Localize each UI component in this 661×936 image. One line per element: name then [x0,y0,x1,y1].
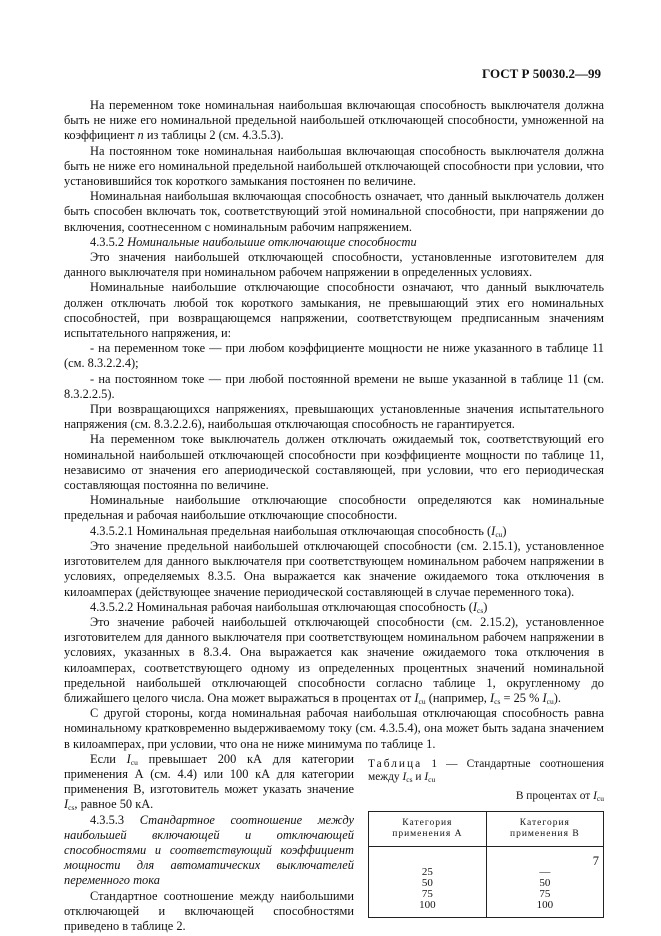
paragraph: С другой стороны, когда номинальная рабочая наибольшая отключающая способность равна номинальному кратковременно выдерживаемому току (см. 4.3.5.4), она может быть задана значением в килоамперах, при условии, что она не ниже минимума по таблице 1. [64,706,604,751]
table-cell-category-b: — 50 75 100 [486,846,603,917]
table-caption: Таблица 1 — Стандартные соотношения между $I_{cs}$ и $I_{cu}$ [368,757,604,784]
left-column [64,752,354,934]
paragraph: Номинальная наибольшая включающая способность означает, что данный выключатель должен быть способен включать ток, соответствующий этой номинальной способности, при напряжении до включения, соотнесенном с номинальным рабочим напряжением. [64,189,604,234]
paragraph: Номинальные наибольшие отключающие способности означают, что данный выключатель должен отключать любой ток короткого замыкания, не превышающий этих его номинальных способностей, при возвращающемся напряжении, соответствующем предписанным значениям испытательного напряжения, и: [64,280,604,341]
list-item: - на переменном токе — при любом коэффициенте мощности не ниже указанного в таблице 11 (см. 8.3.2.2.4); [64,341,604,371]
two-column-area [64,752,604,934]
table-column [368,752,604,934]
ratio-table [368,811,604,918]
document-body [64,98,604,934]
section-heading: 4.3.5.2.1 Номинальная предельная наибольшая отключающая способность $(I_{cu})$ [90,523,507,539]
paragraph: Это значения наибольшей отключающей способности, установленные изготовителем для данного выключателя при номинальном рабочем напряжении в определенных условиях. [64,250,604,280]
paragraph: Номинальные наибольшие отключающие способности определяются как номинальные предельная и рабочая наибольшие отключающие способности. [64,493,604,523]
list-item: - на постоянном токе — при любой постоянной времени не выше указанной в таблице 11 (см. 8.3.2.2.5). [64,371,604,401]
table-unit-note: В процентах от $I_{cu}$ [515,789,604,803]
paragraph: Стандартное соотношение между наибольшими отключающей и включающей способностями приведено в таблице 2. [64,888,354,933]
section-heading: 4.3.5.3 Стандартное соотношение между наибольшей включающей и отключающей способностями и соответствующий коэффициент мощности для автоматических выключателей переменного тока [64,812,354,888]
section-heading: 4.3.5.2.2 Номинальная рабочая наибольшая отключающая способность $(I_{cs})$ [90,599,488,615]
paragraph: Это значение предельной наибольшей отключающей способности (см. 2.15.1), установленное изготовителем для данного выключателя при соответствующем номинальном рабочем напряжении в условиях, определяемых 8.3.5. Она выражается как значение ожидаемого тока отключения в килоамперах (действующее значение периодической составляющей в случае переменного тока). [64,538,604,599]
page-number: 7 [592,854,599,868]
standard-header: ГОСТ Р 50030.2—99 [482,66,601,81]
paragraph: Если $I_{cu}$ превышает 200 кА для категории применения А (см. 4.4) или 100 кА для категории применения В, изготовитель может указать значение $I_{cs}$, равное 50 кА. [64,751,354,813]
paragraph: На переменном токе выключатель должен отключать ожидаемый ток, соответствующий его номинальной наибольшей отключающей способности при коэффициенте мощности по таблице 11, независимо от значения его апериодической составляющей, при условии, что его периодическая составляющая постоянна по величине. [64,432,604,493]
section-heading: 4.3.5.2 Номинальные наибольшие отключающие способности [90,234,417,249]
paragraph: На переменном токе номинальная наибольшая включающая способность выключателя должна быть не ниже его номинальной предельной наибольшей отключающей способности, умноженной на коэффициент n из таблицы 2 (см. 4.3.5.3). [64,98,604,143]
paragraph: На постоянном токе номинальная наибольшая включающая способность выключателя должна быть не ниже его номинальной предельной наибольшей отключающей способности при условии, что установившийся ток короткого замыкания постоянен по величине. [64,143,604,189]
paragraph: При возвращающихся напряжениях, превышающих установленные значения испытательного напряжения (см. 8.3.2.2.6), наибольшая отключающая способность не гарантируется. [64,402,604,432]
table-cell-category-a: 25 50 75 100 [369,846,487,917]
table-header: Категория применения В [486,811,603,846]
paragraph: Это значение рабочей наибольшей отключающей способности (см. 2.15.2), установленное изготовителем для данного выключателя при соответствующем номинальном рабочем напряжении в условиях, указанных в 8.3.4. Она выражается как значение ожидаемого тока отключения в килоамперах, соответствующего одному из определенных процентных значений номинальной предельной наибольшей отключающей способности согласно таблице 1, округленному до ближайшего целого числа. Она может выражаться в процентах от $I_{cu}$ (например, $I_{cs} = 25$ % $I_{cu}$). [64,614,604,706]
table-header: Категория применения А [369,811,487,846]
